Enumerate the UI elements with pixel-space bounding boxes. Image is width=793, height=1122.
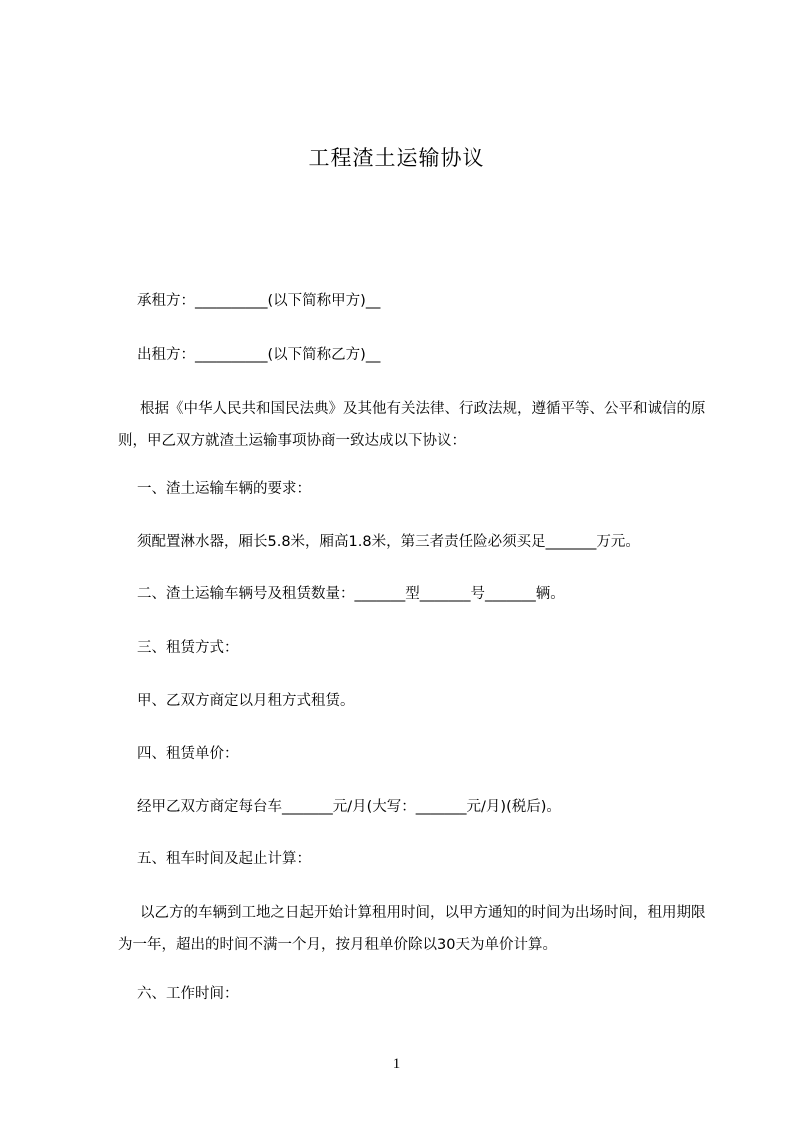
lessee-line: 承租方：__________(以下简称甲方)__ [137,293,381,309]
section-5-body: 以乙方的车辆到工地之日起开始计算租用时间，以甲方通知的时间为出场时间，租用期限为一年，超出的时间不满一个月，按月租单价除以30天为单价计算。 [118,905,706,953]
section-3-body: 甲、乙双方商定以月租方式租赁。 [137,693,355,709]
document-title: 工程渣土运输协议 [308,146,485,170]
page-number: 1 [392,1056,401,1072]
section-6-heading: 六、工作时间： [137,986,239,1002]
section-1-body: 须配置淋水器，厢长5.8米，厢高1.8米，第三者责任险必须买足_______万元。 [137,534,640,550]
section-5-heading: 五、租车时间及起止计算： [137,851,311,867]
section-4-heading: 四、租赁单价： [137,746,239,762]
section-4-body: 经甲乙双方商定每台车_______元/月(大写：_______元/月)(税后)。 [137,799,561,815]
section-1-heading: 一、渣土运输车辆的要求： [137,481,311,497]
section-2-heading: 二、渣土运输车辆号及租赁数量：_______型_______号_______辆。 [137,586,565,602]
lessor-line: 出租方：__________(以下简称乙方)__ [137,347,381,363]
section-3-heading: 三、租赁方式： [137,640,239,656]
preamble-paragraph: 根据《中华人民共和国民法典》及其他有关法律、行政法规，遵循平等、公平和诚信的原则，甲乙双方就渣土运输事项协商一致达成以下协议： [118,401,706,449]
